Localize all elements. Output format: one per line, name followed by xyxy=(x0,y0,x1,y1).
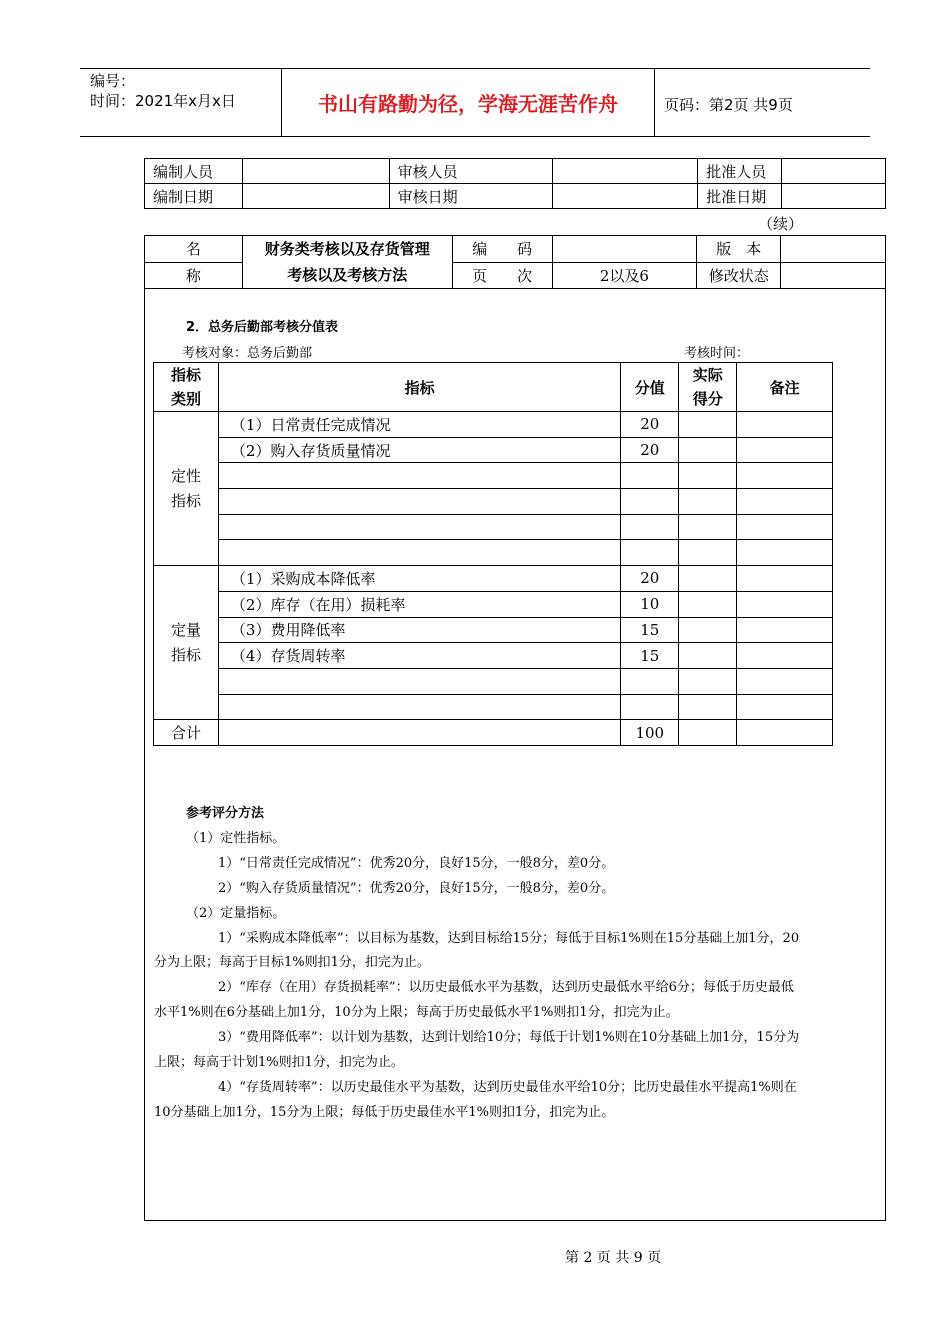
approve-date-label: 批准日期 xyxy=(698,184,782,209)
compile-date-value xyxy=(242,184,389,209)
header-motto: 书山有路勤为径，学海无涯苦作舟 xyxy=(318,91,618,116)
remark-cell xyxy=(737,489,833,515)
indicator-name: （1）采购成本降低率 xyxy=(218,566,620,592)
actual-score-cell xyxy=(679,617,737,643)
header-indicator: 指标 xyxy=(218,363,620,412)
indicator-name xyxy=(218,489,620,515)
table-row xyxy=(154,489,833,515)
table-row xyxy=(154,643,833,669)
method-q2-4a: 4）“存货周转率”：以历史最佳水平为基数，达到历史最佳水平给10分；比历史最佳水平提高1%则在 xyxy=(218,1080,797,1095)
header-score: 分值 xyxy=(621,363,679,412)
qualitative-line-2: 指标 xyxy=(170,491,201,510)
total-row xyxy=(154,720,833,746)
total-score: 100 xyxy=(621,720,679,746)
method-q1-2: 2）“购入存货质量情况”：优秀20分，良好15分，一般8分，差0分。 xyxy=(218,881,615,896)
table-row xyxy=(154,463,833,489)
table-row xyxy=(154,514,833,540)
quantitative-line-2: 指标 xyxy=(170,645,201,664)
header-number: 编号： xyxy=(90,72,136,90)
indicator-name xyxy=(218,463,620,489)
indicator-name: （2）库存（在用）损耗率 xyxy=(218,591,620,617)
indicator-score xyxy=(621,489,679,515)
header-page: 页码：第2页 共9页 xyxy=(664,96,793,114)
actual-score-cell xyxy=(679,591,737,617)
method-q1: （1）定性指标。 xyxy=(186,831,286,846)
header-time: 时间：2021年x月x日 xyxy=(90,92,236,110)
indicator-name xyxy=(218,540,620,566)
qualitative-category xyxy=(154,412,219,566)
version-label: 版 本 xyxy=(697,236,781,263)
indicator-score xyxy=(621,540,679,566)
total-remark xyxy=(737,720,833,746)
revision-value xyxy=(781,262,886,289)
header-divider-right xyxy=(654,68,655,136)
header-category xyxy=(154,363,219,412)
actual-score-cell xyxy=(679,668,737,694)
doc-info-table xyxy=(144,235,886,289)
page-value: 2以及6 xyxy=(552,262,697,289)
header-category-line-1: 指标 xyxy=(170,366,201,384)
actual-score-cell xyxy=(679,489,737,515)
header-bottom-rule xyxy=(80,136,870,137)
actual-score-cell xyxy=(679,566,737,592)
remark-cell xyxy=(737,591,833,617)
revision-label: 修改状态 xyxy=(697,262,781,289)
reviewer-label: 审核人员 xyxy=(389,159,553,184)
compiler-label: 编制人员 xyxy=(145,159,243,184)
section-title: 2．总务后勤部考核分值表 xyxy=(186,320,339,335)
indicator-name: （1）日常责任完成情况 xyxy=(218,412,620,438)
total-label: 合计 xyxy=(154,720,219,746)
page-label: 页 次 xyxy=(452,262,552,289)
header-actual-line-2: 得分 xyxy=(692,390,723,408)
remark-cell xyxy=(737,566,833,592)
score-table xyxy=(153,362,833,746)
header-actual xyxy=(679,363,737,412)
method-q2-1a: 1）“采购成本降低率”：以目标为基数，达到目标给15分；每低于目标1%则在15分基础上加1分，20 xyxy=(218,931,800,946)
actual-score-cell xyxy=(679,694,737,720)
qualitative-line-1: 定性 xyxy=(170,466,201,485)
method-title: 参考评分方法 xyxy=(186,806,265,821)
indicator-name xyxy=(218,668,620,694)
method-q2: （2）定量指标。 xyxy=(186,906,286,921)
method-q2-2b: 水平1%则在6分基础上加1分，10分为上限；每高于历史最低水平1%则扣1分，扣完为止。 xyxy=(154,1005,679,1020)
indicator-score xyxy=(621,463,679,489)
method-q2-3b: 上限；每高于计划1%则扣1分，扣完为止。 xyxy=(154,1055,404,1070)
indicator-score xyxy=(621,668,679,694)
version-value xyxy=(781,236,886,263)
actual-score-cell xyxy=(679,437,737,463)
method-q2-4b: 10分基础上加1分，15分为上限；每低于历史最佳水平1%则扣1分，扣完为止。 xyxy=(154,1105,615,1120)
indicator-name xyxy=(218,514,620,540)
name-label-2: 称 xyxy=(145,262,243,289)
remark-cell xyxy=(737,643,833,669)
table-row xyxy=(154,412,833,438)
remark-cell xyxy=(737,617,833,643)
total-indicator xyxy=(218,720,620,746)
quantitative-category xyxy=(154,566,219,720)
table-row xyxy=(154,540,833,566)
code-value xyxy=(552,236,697,263)
assessment-time: 考核时间： xyxy=(684,346,750,361)
table-row xyxy=(154,566,833,592)
doc-title xyxy=(242,236,452,289)
actual-score-cell xyxy=(679,463,737,489)
remark-cell xyxy=(737,412,833,438)
header-category-line-2: 类别 xyxy=(170,390,201,408)
quantitative-line-1: 定量 xyxy=(170,620,201,639)
table-row xyxy=(154,694,833,720)
method-q2-2a: 2）“库存（在用）存货损耗率”：以历史最低水平为基数，达到历史最低水平给6分；每低于历史最低 xyxy=(218,980,794,995)
compiler-value xyxy=(242,159,389,184)
indicator-score: 15 xyxy=(621,643,679,669)
indicator-score: 20 xyxy=(621,566,679,592)
indicator-name: （3）费用降低率 xyxy=(218,617,620,643)
indicator-name: （2）购入存货质量情况 xyxy=(218,437,620,463)
reviewer-value xyxy=(553,159,698,184)
actual-score-cell xyxy=(679,540,737,566)
remark-cell xyxy=(737,540,833,566)
header-remark: 备注 xyxy=(737,363,833,412)
table-row xyxy=(154,617,833,643)
doc-title-line-2: 考核以及考核方法 xyxy=(287,266,408,284)
total-actual xyxy=(679,720,737,746)
page-footer-number: 第 2 页 共 9 页 xyxy=(565,1250,662,1266)
actual-score-cell xyxy=(679,643,737,669)
compile-date-label: 编制日期 xyxy=(145,184,243,209)
indicator-score xyxy=(621,514,679,540)
table-row xyxy=(154,437,833,463)
actual-score-cell xyxy=(679,514,737,540)
table-row xyxy=(154,591,833,617)
review-date-value xyxy=(553,184,698,209)
indicator-score: 15 xyxy=(621,617,679,643)
approver-label: 批准人员 xyxy=(698,159,782,184)
method-q2-1b: 分为上限；每高于目标1%则扣1分，扣完为止。 xyxy=(154,955,430,970)
indicator-name xyxy=(218,694,620,720)
remark-cell xyxy=(737,668,833,694)
approval-table xyxy=(144,158,886,209)
actual-score-cell xyxy=(679,412,737,438)
doc-title-line-1: 财务类考核以及存货管理 xyxy=(264,240,430,258)
remark-cell xyxy=(737,694,833,720)
header-actual-line-1: 实际 xyxy=(692,366,723,384)
indicator-score xyxy=(621,694,679,720)
name-label-1: 名 xyxy=(145,236,243,263)
review-date-label: 审核日期 xyxy=(389,184,553,209)
indicator-score: 20 xyxy=(621,412,679,438)
indicator-name: （4）存货周转率 xyxy=(218,643,620,669)
approve-date-value xyxy=(782,184,886,209)
remark-cell xyxy=(737,514,833,540)
continued-label: （续） xyxy=(758,215,804,233)
method-q1-1: 1）“日常责任完成情况”：优秀20分，良好15分，一般8分，差0分。 xyxy=(218,856,615,871)
indicator-score: 10 xyxy=(621,591,679,617)
assessment-target: 考核对象：总务后勤部 xyxy=(182,346,313,361)
table-row xyxy=(154,668,833,694)
method-q2-3a: 3）“费用降低率”：以计划为基数，达到计划给10分；每低于计划1%则在10分基础上加1分，15分为 xyxy=(218,1030,800,1045)
remark-cell xyxy=(737,437,833,463)
indicator-score: 20 xyxy=(621,437,679,463)
remark-cell xyxy=(737,463,833,489)
code-label: 编 码 xyxy=(452,236,552,263)
approver-value xyxy=(782,159,886,184)
